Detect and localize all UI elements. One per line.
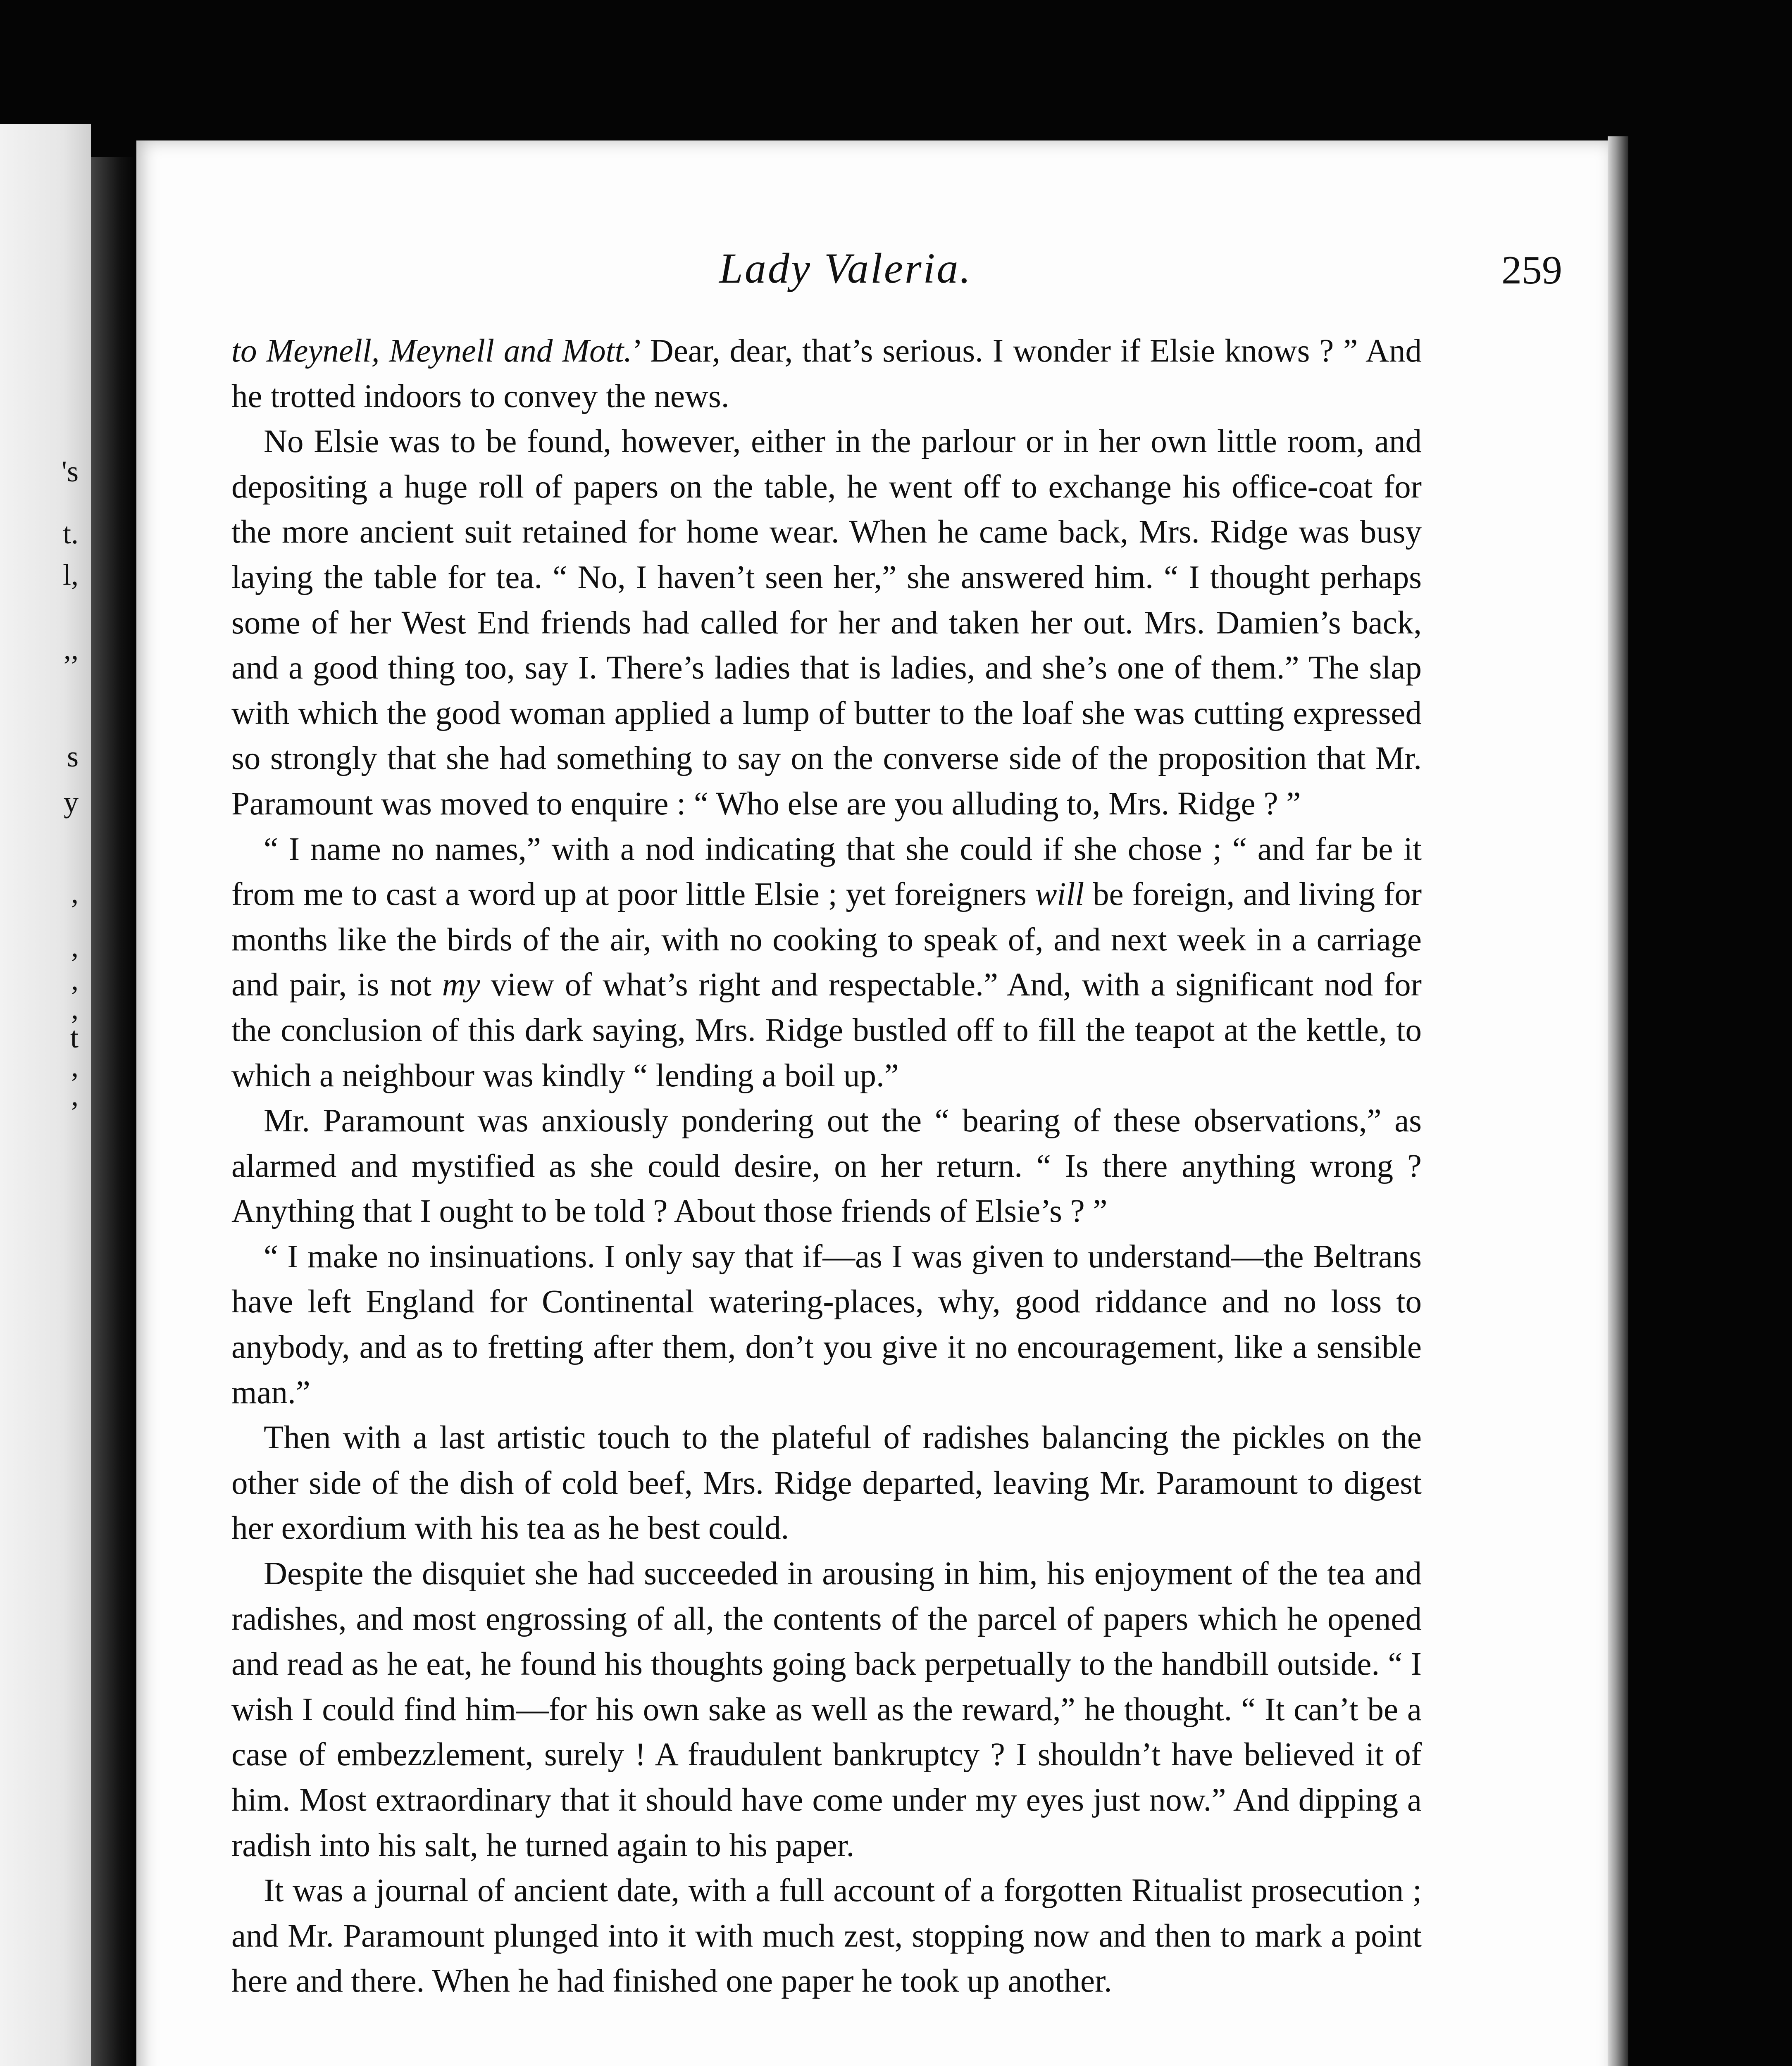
facing-page-fragment: , bbox=[71, 992, 79, 1025]
paragraph bbox=[231, 1551, 1422, 1868]
facing-page-fragment: , bbox=[71, 1050, 79, 1083]
facing-page-fragment: t. bbox=[62, 517, 79, 550]
text-run: It was a journal of ancient date, with a full account of a forgotten Ritualist prosecution ; and Mr. Paramount plunged into it with much zest, stopping now and then to mark a point here and there. When he had finished one paper he took up another. bbox=[231, 1873, 1422, 1999]
text-run: Mr. Paramount was anxiously pondering out the “ bearing of these observations,” as alarmed and mystified as she could desire, on her return. “ Is there anything wrong ? Anything that I ought to be told ? About those friends of Elsie’s ? ” bbox=[231, 1103, 1422, 1230]
page-fore-edge bbox=[1608, 136, 1628, 2066]
book-page bbox=[136, 140, 1608, 2066]
text-run: No Elsie was to be found, however, either in the parlour or in her own little room, and depositing a huge roll of papers on the table, he went off to exchange his office-coat for the more ancient suit retained for home wear. When he came back, Mrs. Ridge was busy laying the table for tea. “ No, I haven’t seen her,” she answered him. “ I thought perhaps some of her West End friends had called for her and taken her out. Mrs. Damien’s back, and a good thing too, say I. There’s ladies that is ladies, and she’s one of them.” The slap with which the good woman applied a lump of butter to the loaf she was cutting expressed so strongly that she had something to say on the converse side of the proposition that Mr. Paramount was moved to enquire : “ Who else are you alluding to, Mrs. Ridge ? ” bbox=[231, 424, 1422, 822]
facing-page-fragment: ,, bbox=[64, 633, 79, 666]
paragraph bbox=[231, 419, 1422, 826]
facing-page-fragment: , bbox=[71, 930, 79, 963]
italic-text: to Meynell, Meynell and Mott. bbox=[231, 333, 632, 369]
text-run: view of what’s right and respectable.” And, with a significant nod for the conclusion of this dark saying, Mrs. Ridge bustled off to fill the teapot at the kettle, to which a neighbour was kindly “ lending a boil up.” bbox=[231, 967, 1422, 1094]
facing-page-fragment: , bbox=[71, 876, 79, 909]
paragraph bbox=[231, 827, 1422, 1099]
facing-page-fragment: t bbox=[70, 1021, 79, 1054]
page-number: 259 bbox=[1501, 248, 1562, 293]
facing-page-fragment: y bbox=[64, 785, 79, 819]
text-run: “ I name no names,” with a nod indicating that she could if she chose ; “ and far be it from me to cast a word up at poor little Elsie ; yet foreigners bbox=[231, 831, 1422, 913]
text-run: Then with a last artistic touch to the plateful of radishes balancing the pickles on the other side of the dish of cold beef, Mrs. Ridge departed, leaving Mr. Paramount to digest her exordium with his tea as he best could. bbox=[231, 1420, 1422, 1547]
italic-text: my bbox=[442, 967, 480, 1003]
facing-page-fragment: , bbox=[71, 963, 79, 996]
book-gutter bbox=[91, 157, 141, 2066]
paragraph bbox=[231, 1868, 1422, 2004]
paragraph bbox=[231, 328, 1422, 419]
paragraph bbox=[231, 1098, 1422, 1234]
paragraph bbox=[231, 1234, 1422, 1415]
text-run: ’ Dear, dear, that’s serious. I wonder if Elsie knows ? ” And he trotted indoors to convey the news. bbox=[231, 333, 1422, 414]
facing-page-fragment: l, bbox=[62, 558, 79, 591]
body-text bbox=[231, 328, 1422, 2004]
running-title: Lady Valeria. bbox=[719, 245, 972, 292]
italic-text: will bbox=[1035, 876, 1084, 913]
text-run: Despite the disquiet she had succeeded in arousing in him, his enjoyment of the tea and radishes, and most engrossing of all, the contents of the parcel of papers which he opened and read as he eat, he found his thoughts going back perpetually to the handbill outside. “ I wish I could find him—for his own sake as well as the reward,” he thought. “ It can’t be a case of embezzlement, surely ! A fraudulent bankruptcy ? I shouldn’t have believed it of him. Most extraordinary that it should have come under my eyes just now.” And dipping a radish into his salt, he turned again to his paper. bbox=[231, 1556, 1422, 1864]
facing-page-fragment: , bbox=[71, 1079, 79, 1112]
running-head bbox=[231, 244, 1562, 302]
paragraph bbox=[231, 1415, 1422, 1551]
facing-page-fragment: s bbox=[67, 740, 79, 773]
text-run: “ I make no insinuations. I only say that if—as I was given to understand—the Beltrans have left England for Continental watering-places, why, good riddance and no loss to anybody, and as to fretting after them, don’t you give it no encouragement, like a sensible man.” bbox=[231, 1238, 1422, 1411]
facing-page-fragment: 's bbox=[62, 455, 79, 488]
text-run: be foreign, and living for months like the birds of the air, with no cooking to speak of, and next week in a carriage and pair, is not bbox=[231, 876, 1422, 1003]
facing-page-edge bbox=[0, 124, 91, 2066]
